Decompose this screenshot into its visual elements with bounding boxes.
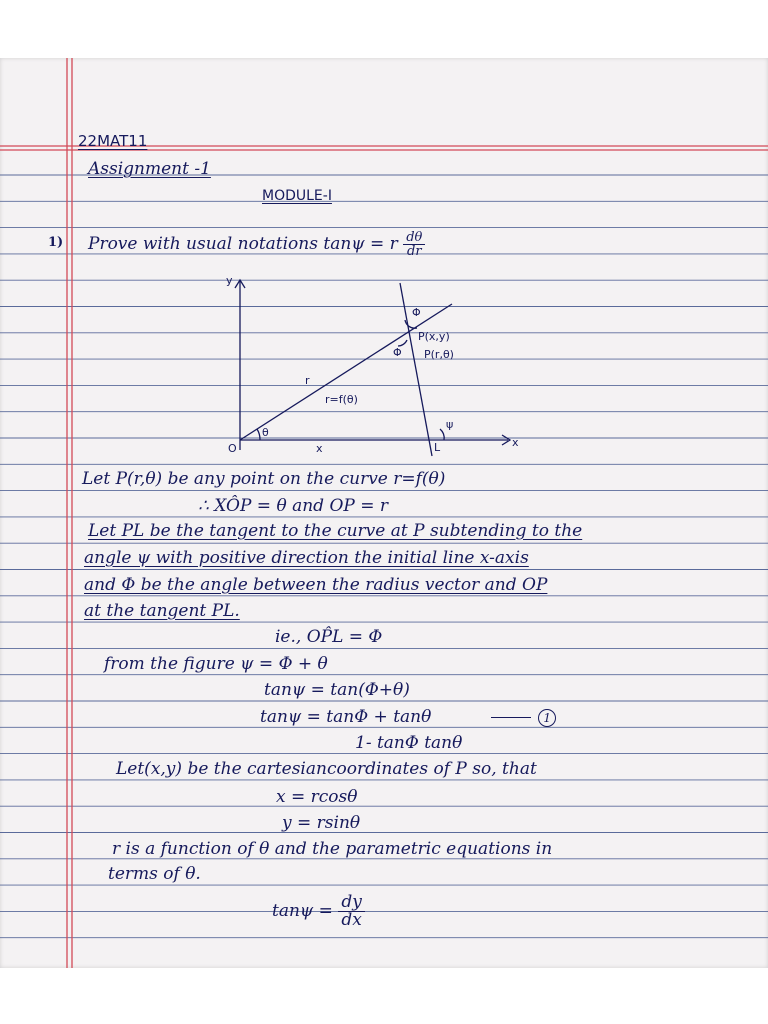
line-10-text: tanψ = tanΦ + tanθ — [260, 707, 432, 727]
course-code: 22MAT11 — [78, 132, 148, 150]
line-1: Let P(r,θ) be any point on the curve r=f(θ) — [82, 469, 446, 489]
L-label: L — [434, 441, 441, 454]
theta-arc — [257, 429, 260, 440]
dx-denominator: dx — [341, 910, 362, 930]
polar-tangent-diagram — [0, 58, 768, 478]
line-4: angle ψ with positive direction the initial line x-axis — [84, 548, 529, 568]
line-14: y = rsinθ — [282, 813, 361, 833]
assignment-title: Assignment -1 — [88, 159, 211, 179]
line-16: terms of θ. — [108, 864, 201, 884]
equation-ref: 1 — [538, 709, 556, 727]
notebook-page — [0, 58, 768, 968]
y-axis-label: y — [226, 274, 233, 287]
fraction-numerator: dθ — [403, 231, 425, 245]
theta-label: θ — [262, 426, 269, 439]
line-17-text: tanψ = — [272, 901, 333, 921]
line-10 — [260, 709, 556, 727]
x-segment-label: x — [316, 442, 323, 455]
x-axis-label: x — [512, 436, 519, 449]
line-8: from the figure ψ = Φ + θ — [104, 654, 328, 674]
point-polar-label: P(r,θ) — [424, 348, 454, 361]
line-12: Let(x,y) be the cartesiancoordinates of P so, that — [116, 759, 537, 779]
line-6: at the tangent PL. — [84, 601, 240, 621]
curve-label: r=f(θ) — [325, 393, 358, 406]
line-13: x = rcosθ — [276, 787, 358, 807]
line-17 — [272, 894, 365, 929]
question-text: Prove with usual notations tanψ = r — [88, 234, 398, 254]
line-15: r is a function of θ and the parametric equations in — [112, 839, 553, 859]
radius-vector-line — [240, 304, 452, 440]
r-label: r — [305, 374, 310, 387]
line-7: ie., OP̂L = Φ — [275, 627, 383, 647]
line-11: 1- tanΦ tanθ — [355, 733, 463, 753]
dy-numerator: dy — [338, 894, 365, 912]
line-3: Let PL be the tangent to the curve at P subtending to the — [88, 521, 583, 541]
line-2: ∴ XÔP = θ and OP = r — [198, 496, 389, 516]
dy-dx-fraction — [338, 894, 365, 929]
phi-left-label: Φ — [393, 346, 402, 359]
point-xy-label: P(x,y) — [418, 330, 450, 343]
question-number: 1) — [48, 235, 64, 250]
fraction-denominator: dr — [407, 244, 422, 259]
phi-top-label: Φ — [412, 306, 421, 319]
psi-label: ψ — [446, 418, 454, 431]
psi-arc — [440, 429, 444, 440]
line-5: and Φ be the angle between the radius vector and OP — [84, 575, 548, 595]
module-title: MODULE-I — [262, 188, 332, 204]
equation-dash — [491, 717, 531, 718]
line-9: tanψ = tan(Φ+θ) — [264, 680, 410, 700]
origin-label: O — [228, 442, 237, 455]
